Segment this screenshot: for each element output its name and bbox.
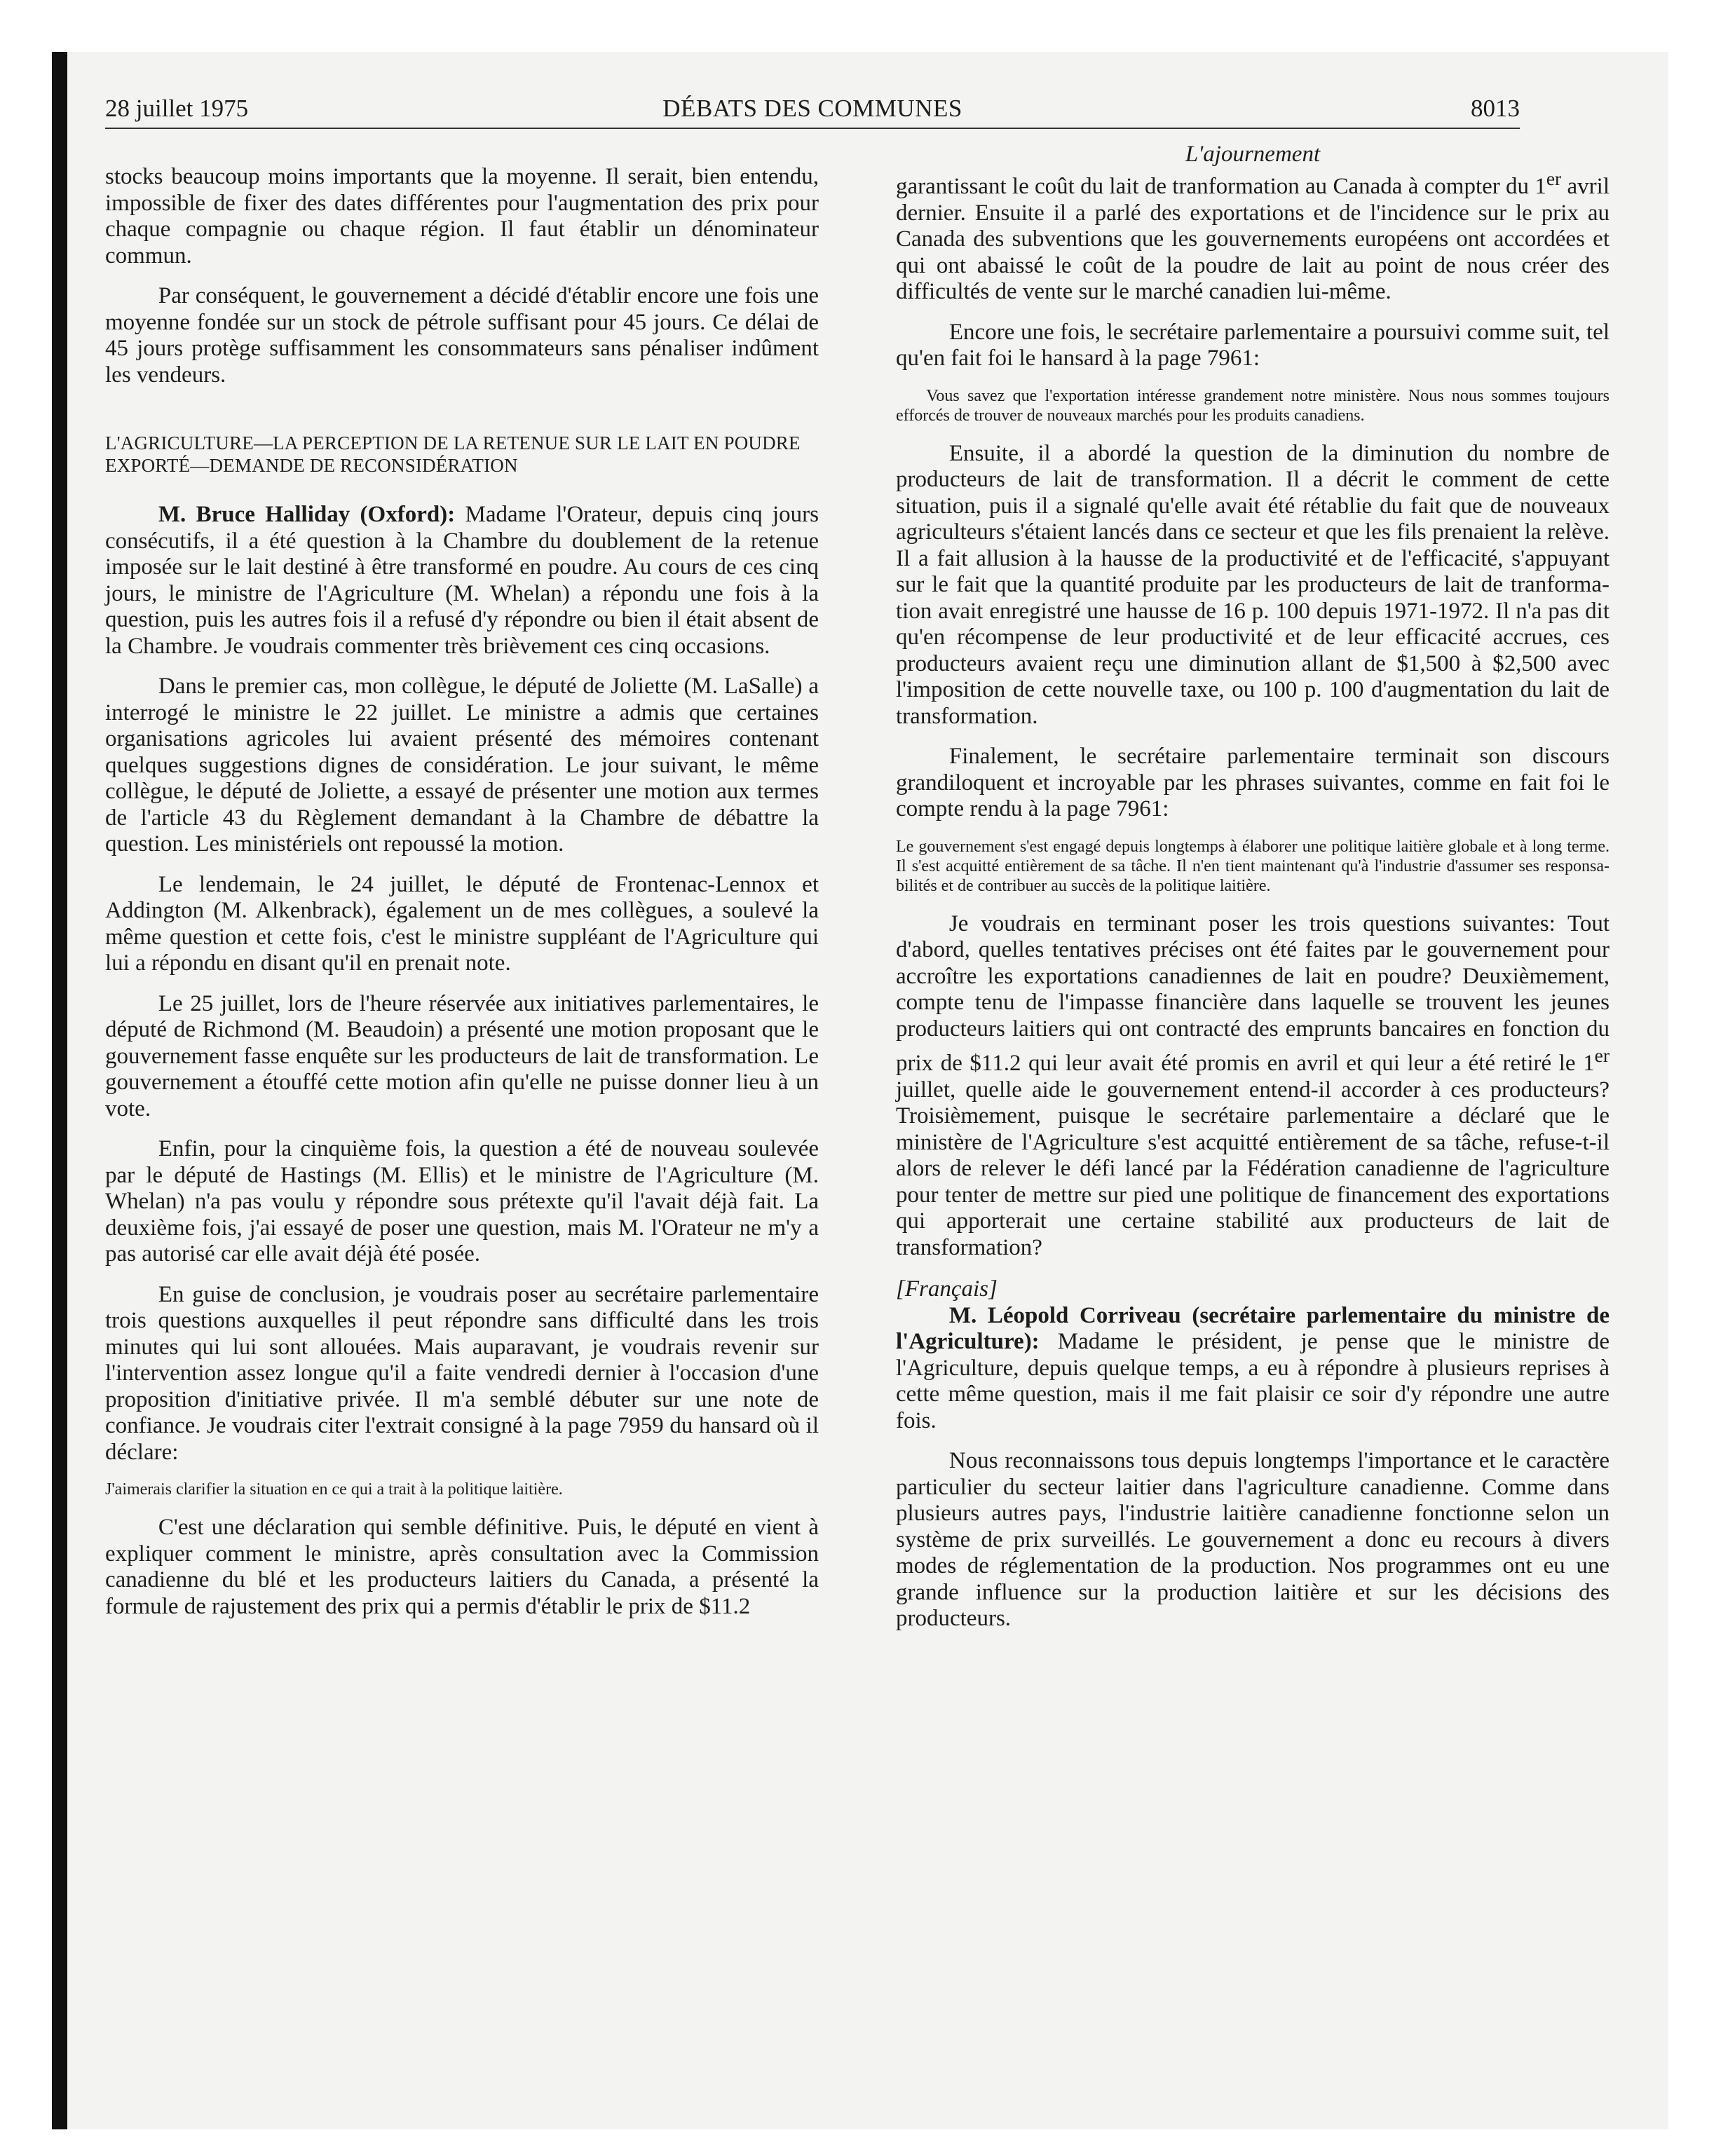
paragraph: En guise de conclusion, je voudrais poser au secrétaire parlementaire trois questions auxquelles il peut répondre sans difficulté dans les trois minutes qui lui sont allouées. Mais auparavant, je voudrais revenir sur l'intervention assez longue qu'il a faite vendredi dernier à l'occasion d'une proposition d'initiative privée. Il m'a semblé débuter sur une note de confiance. Je voudrais citer l'extrait consigné à la page 7959 du hansard où il déclare: [105,1281,819,1465]
block-quote: J'aimerais clarifier la situation en ce qui a trait à la politique laitière. [105,1480,563,1499]
paragraph: Enfin, pour la cinquième fois, la question a été de nouveau soulevée par le député de Hastings (M. Ellis) et le ministre de l'Agriculture (M. Whelan) n'a pas voulu y répondre sous prétexte qu'il l'avait déjà fait. La deuxième fois, j'ai essayé de poser une question, mais M. l'Orateur ne m'y a pas autorisé car elle avait déjà été posée. [105,1136,819,1267]
speech-text: Madame le président, je pense que le ministre de l'Agriculture, depuis quelque temps, a eu à répondre à plusieurs reprises à cette même question, mais il me fait plaisir ce soir d'y répondre une autre fois. [896,1329,1610,1433]
paragraph: Finalement, le secrétaire parlementaire terminait son discours grandiloquent et incroyable par les phrases suivantes, comme en fait foi le compte rendu à la page 7961: [896,744,1610,821]
paragraph: Encore une fois, le secrétaire parlementaire a poursuivi comme suit, tel qu'en fait foi le hansard à la page 7961: [896,319,1610,371]
text-run: garantissant le coût du lait de tranformation au Canada à compter du 1 [896,174,1546,199]
paragraph: Le lendemain, le 24 juillet, le député de Frontenac-Lennox et Addington (M. Alkenbrack), également un de mes collègues, a soulevé la même question et cette fois, c'est le ministre suppléant de l'Agriculture qui lui a répondu en disant qu'il en prenait note. [105,871,819,976]
superscript: er [1546,168,1562,189]
text-run: juillet, quelle aide le gouvernement entend-il accorder à ces producteurs? Troisièmement, puisque le secrétaire parlementaire a déclaré que le ministère de l'Agriculture s'est acquitté entièrement de sa tâche, refuse-t-il alors de relever le défi lancé par la Fédération canadienne de l'agriculture pour tenter de mettre sur pied une politique de financement des exportations qui apporterait une certaine stabilité aux producteurs de lait de transformation? [896,1077,1610,1260]
section-heading: L'AGRICULTURE—LA PERCEPTION DE LA RETENUE SUR LE LAIT EN POUDRE EXPORTÉ—DEMANDE DE RECONSIDÉRATION [105,432,801,476]
paragraph: Par conséquent, le gouvernement a décidé d'établir encore une fois une moyenne fondée sur un stock de pétrole suffisant pour 45 jours. Ce délai de 45 jours protège suffisamment les consommateurs sans pénaliser indûment les vendeurs. [105,283,819,388]
paragraph [896,165,1610,306]
text-run: Je voudrais en terminant poser les trois questions suivantes: Tout d'abord, quelles tentatives précises ont été faites par le gouvernement pour accroître les exportations canadiennes de lait en poudre? Deuxièmement, compte tenu de l'impasse financière dans laquelle se trouvent les jeunes producteurs laitiers qui ont contracté des emprunts bancaires en fonction du prix de $11.2 qui leur avait été promis en avril et qui leur a été retiré le 1 [896,910,1610,1076]
speaker-name: M. Bruce Halliday (Oxford): [158,502,456,527]
header-page-number: 8013 [1471,95,1520,122]
paragraph: Dans le premier cas, mon collègue, le député de Joliette (M. LaSalle) a interrogé le ministre le 22 juillet. Le ministre a admis que certaines organisations agricoles lui avaient présenté des mémoires contenant quelques suggestions dignes de considération. Le jour suivant, le même collègue, le député de Joliette, a essayé de présenter une motion aux termes de l'article 43 du Règlement demandant à la Chambre de débattre la question. Les ministériels ont repoussé la motion. [105,674,819,857]
running-title: L'ajournement [1185,142,1321,167]
paragraph [896,1303,1610,1435]
text-run: avril dernier. Ensuite il a parlé des exportations et de l'incidence sur le prix au Canada des subventions que les gouvernements européens ont accordées et qui ont abaissé le coût de la poudre de lait au point de nous créer des difficultés de vente sur le marché canadien lui-même. [896,174,1610,304]
paragraph: C'est une déclaration qui semble définitive. Puis, le député en vient à expliquer comment le ministre, après consultation avec la Commission canadienne du blé et les producteurs laitiers du Canada, a présenté la formule de rajustement des prix qui a permis d'établir le prix de $11.2 [105,1515,819,1619]
paragraph: Ensuite, il a abordé la question de la diminution du nombre de producteurs de lait de transformation. Il a décrit le comment de cette situation, puis il a signalé qu'elle avait été rétablie du fait que de nouveaux agriculteurs s'étaient lancés dans ce secteur et que les fils prenaient la relève. Il a fait allusion à la hausse de la productivité et de l'efficacité, s'appuyant sur le fait que la quantité produite par les producteurs de lait de tranformation avait enregistré une hausse de 16 p. 100 depuis 1971-1972. Il n'a pas dit qu'en récompense de leur productivité et de leur efficacité accrues, ces producteurs avaient reçu une diminution allant de $1,500 à $2,500 avec l'imposition de cette nouvelle taxe, ou 100 p. 100 d'augmentation du lait de transformation. [896,440,1610,729]
paragraph: Le 25 juillet, lors de l'heure réservée aux initiatives parlementaires, le député de Richmond (M. Beaudoin) a présenté une motion proposant que le gouvernement fasse enquête sur les producteurs de lait de transformation. Le gouvernement a étouffé cette motion afin qu'elle ne puisse donner lieu à un vote. [105,990,819,1121]
paragraph: stocks beaucoup moins importants que la moyenne. Il serait, bien entendu, impossible de fixer des dates différentes pour l'augmentation des prix pour chaque compagnie ou chaque région. Il faut établir un dénominateur commun. [105,164,819,268]
paragraph [105,502,819,660]
paragraph: Nous reconnaissons tous depuis longtemps l'importance et le caractère particulier du secteur laitier dans l'agriculture canadienne. Comme dans plusieurs autres pays, l'industrie laitière canadienne fonctionne selon un système de prix surveillés. Le gouvernement a donc eu recours à divers modes de réglementation de la production. Nos programmes ont eu une grande influence sur la production laitière et sur les décisions des producteurs. [896,1448,1610,1631]
block-quote: Le gouvernement s'est engagé depuis longtemps à élaborer une politique laitière globale et à long terme. Il s'est acquitté entièrement de sa tâche. Il n'en tient maintenant qu'à l'industrie d'assumer ses responsabilités et de contribuer au succès de la politique laitière. [896,837,1610,895]
header-date: 28 juillet 1975 [105,95,249,122]
right-column [896,165,1610,1632]
page-header [105,91,1520,126]
block-quote: Vous savez que l'exportation intéresse grandement notre ministère. Nous nous sommes toujours efforcés de trouver de nouveaux marchés pour les produits canadiens. [896,386,1610,425]
superscript: er [1594,1044,1610,1066]
speech-text: Madame l'Orateur, depuis cinq jours consécutifs, il a été question à la Chambre du doublement de la retenue imposée sur le lait destiné à être transformé en poudre. Au cours de ces cinq jours, le ministre de l'Agriculture (M. Whelan) a répondu une fois à la question, puis les autres fois il a refusé d'y répondre ou bien il était absent de la Chambre. Je voudrais commenter très brièvement ces cinq occasions. [105,502,819,659]
left-column [105,164,819,1620]
header-title: DÉBATS DES COMMUNES [662,95,962,122]
language-marker: [Français] [896,1276,998,1302]
header-rule [105,128,1520,129]
scan-border [52,52,67,2129]
speaker-name: M. Léopold Corriveau (secrétaire parlementaire du ministre de l'Agriculture): [896,1302,1610,1354]
paragraph [896,911,1610,1262]
